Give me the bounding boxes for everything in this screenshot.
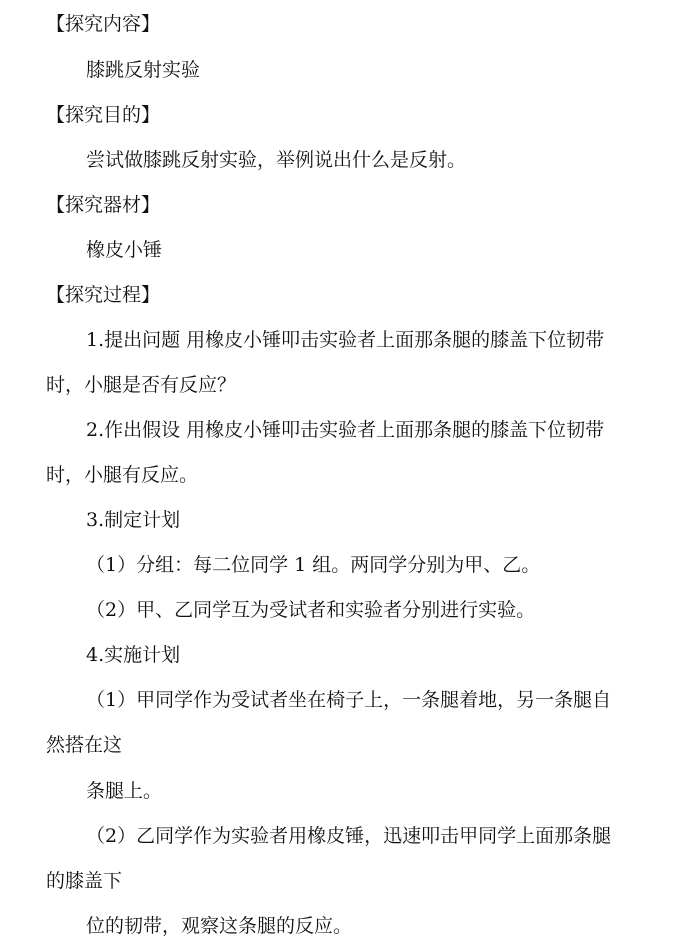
section-text-materials: 橡皮小锤 bbox=[86, 239, 163, 261]
step4-item1-line1: （1）甲同学作为受试者坐在椅子上，一条腿着地，另一条腿自 bbox=[86, 689, 612, 711]
section-text-purpose: 尝试做膝跳反射实验，举例说出什么是反射。 bbox=[86, 149, 467, 171]
section-heading-materials: 【探究器材】 bbox=[46, 194, 161, 216]
step3-title: 3.制定计划 bbox=[86, 509, 181, 531]
step4-item1-line3: 条腿上。 bbox=[86, 780, 163, 802]
step4-title: 4.实施计划 bbox=[86, 644, 181, 666]
section-text-content: 膝跳反射实验 bbox=[86, 59, 201, 81]
step4-item1-line2: 然搭在这 bbox=[46, 734, 123, 756]
section-heading-process: 【探究过程】 bbox=[46, 284, 161, 306]
step1-line2: 时，小腿是否有反应？ bbox=[46, 374, 237, 396]
step2-line1: 2.作出假设 用橡皮小锤叩击实验者上面那条腿的膝盖下位韧带 bbox=[86, 419, 605, 441]
step4-item2-line1: （2）乙同学作为实验者用橡皮锤，迅速叩击甲同学上面那条腿 bbox=[86, 825, 612, 847]
step3-item1: （1）分组：每二位同学 1 组。两同学分别为甲、乙。 bbox=[86, 554, 541, 576]
step4-item2-line3: 位的韧带，观察这条腿的反应。 bbox=[86, 915, 353, 937]
step4-item2-line2: 的膝盖下 bbox=[46, 870, 123, 892]
section-heading-content: 【探究内容】 bbox=[46, 13, 161, 35]
section-heading-purpose: 【探究目的】 bbox=[46, 104, 161, 126]
step1-line1: 1.提出问题 用橡皮小锤叩击实验者上面那条腿的膝盖下位韧带 bbox=[86, 329, 605, 351]
step3-item2: （2）甲、乙同学互为受试者和实验者分别进行实验。 bbox=[86, 599, 536, 621]
step2-line2: 时，小腿有反应。 bbox=[46, 464, 199, 486]
